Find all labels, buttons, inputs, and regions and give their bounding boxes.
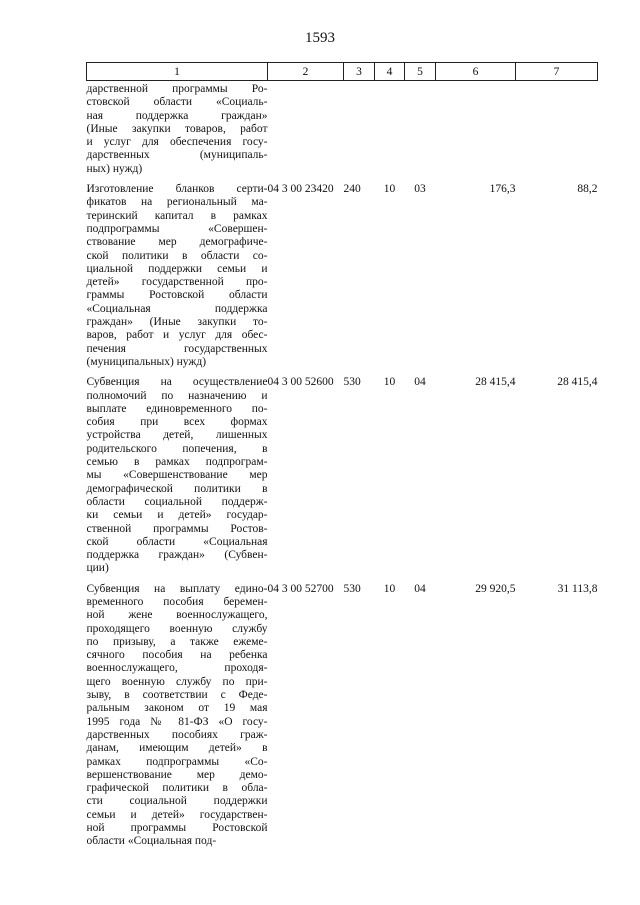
description-line: области социальной поддерж- bbox=[86, 495, 268, 508]
column-header: 2 bbox=[268, 63, 344, 81]
cell-description bbox=[87, 81, 268, 177]
description-line: мы «Совершенствование мер bbox=[86, 469, 268, 482]
description-line: щего военную службу по при- bbox=[86, 675, 268, 688]
cell-amount-2: 88,2 bbox=[577, 183, 598, 196]
table-row bbox=[87, 369, 598, 575]
cell-subsection: 04 bbox=[414, 376, 426, 389]
cell-amount-1: 28 415,4 bbox=[475, 376, 516, 389]
description-line: устройства детей, лишенных bbox=[86, 429, 268, 442]
cell-target-code: 04 3 00 23420 bbox=[267, 183, 334, 196]
cell-amount-1 bbox=[436, 81, 516, 177]
cell-section: 10 bbox=[383, 582, 396, 595]
cell-section: 10 bbox=[383, 376, 396, 389]
table-row bbox=[87, 576, 598, 849]
description-line: ной жене военнослужащего, bbox=[86, 609, 268, 622]
cell-section bbox=[375, 81, 405, 177]
cell-target-code bbox=[268, 81, 344, 177]
description-line: граммы Ростовской области bbox=[86, 289, 268, 302]
cell-subsection: 04 bbox=[414, 582, 426, 595]
description-line: циальной поддержки семьи и bbox=[86, 262, 268, 275]
table-row bbox=[87, 176, 598, 369]
page-number: 1593 bbox=[305, 30, 335, 46]
description-line: ственной программы Ростов- bbox=[86, 522, 268, 535]
column-header: 7 bbox=[516, 63, 598, 81]
description-line: зыву, в соответствии с Феде- bbox=[86, 689, 268, 702]
description-line: области «Социальная под- bbox=[86, 835, 217, 848]
description-line: (муниципальных) нужд) bbox=[86, 355, 207, 368]
description-line: фикатов на региональный ма- bbox=[86, 196, 268, 209]
cell-amount-1: 176,3 bbox=[489, 183, 516, 196]
description-line: дарственной программы Ро- bbox=[86, 83, 268, 95]
description-line: ных) нужд) bbox=[86, 162, 143, 175]
description-line: ской политики в области со- bbox=[86, 249, 268, 262]
description-line: Субвенция на осуществление bbox=[86, 376, 268, 389]
cell-subsection bbox=[405, 81, 436, 177]
description-line: печения государственных bbox=[86, 342, 268, 355]
cell-expense-type: 530 bbox=[343, 376, 361, 389]
description-line: графической политики в обла- bbox=[86, 782, 268, 795]
budget-table bbox=[86, 62, 598, 849]
cell-subsection: 03 bbox=[414, 183, 426, 196]
description-line: временного пособия беремен- bbox=[86, 595, 268, 608]
description-line: дарственных (муниципаль- bbox=[86, 149, 268, 162]
column-header: 4 bbox=[375, 63, 405, 81]
cell-target-code: 04 3 00 52600 bbox=[267, 376, 334, 389]
description-line: и услуг для обеспечения госу- bbox=[86, 136, 268, 149]
column-header: 5 bbox=[405, 63, 436, 81]
description-line: вершенствование мер демо- bbox=[86, 768, 268, 781]
description-line: собия при всех формах bbox=[86, 416, 268, 429]
description-line: ная поддержка граждан» bbox=[86, 109, 268, 122]
description-line: полномочий по назначению и bbox=[86, 389, 268, 402]
cell-amount-2: 31 113,8 bbox=[557, 582, 598, 595]
description-line: выплате единовременного по- bbox=[86, 402, 268, 415]
cell-section: 10 bbox=[383, 183, 396, 196]
description-line: варов, работ и услуг для обес- bbox=[86, 329, 268, 342]
description-line: данам, имеющим детей» в bbox=[86, 742, 268, 755]
cell-amount-2 bbox=[516, 81, 598, 177]
cell-expense-type: 240 bbox=[343, 183, 361, 196]
description-line: подпрограммы «Совершен- bbox=[86, 222, 268, 235]
cell-expense-type: 530 bbox=[343, 582, 361, 595]
column-header: 3 bbox=[344, 63, 375, 81]
description-line: ции) bbox=[86, 562, 109, 575]
description-line: родительского попечения, в bbox=[86, 442, 268, 455]
description-line: ской области «Социальная bbox=[86, 535, 268, 548]
description-line: (Иные закупки товаров, работ bbox=[86, 122, 268, 135]
description-line: детей» государственной про- bbox=[86, 276, 268, 289]
description-line: ральным законом от 19 мая bbox=[86, 702, 268, 715]
header-row bbox=[87, 63, 598, 81]
description-line: семью в рамках подпрограм- bbox=[86, 456, 268, 469]
cell-description bbox=[87, 176, 268, 369]
description-line: «Социальная поддержка bbox=[86, 302, 268, 315]
description-line: теринский капитал в рамках bbox=[86, 209, 268, 222]
description-line: семьи и детей» государствен- bbox=[86, 808, 268, 821]
description-line: ствование мер демографиче- bbox=[86, 236, 268, 249]
column-header: 6 bbox=[436, 63, 516, 81]
description-line: ной программы Ростовской bbox=[86, 822, 268, 835]
description-line: по призыву, а также ежеме- bbox=[86, 635, 268, 648]
description-line: ки семьи и детей» государ- bbox=[86, 509, 268, 522]
cell-amount-1: 29 920,5 bbox=[475, 582, 516, 595]
description-line: поддержка граждан» (Субвен- bbox=[86, 549, 268, 562]
cell-description bbox=[87, 369, 268, 575]
description-line: Субвенция на выплату едино- bbox=[86, 582, 268, 595]
cell-target-code: 04 3 00 52700 bbox=[267, 582, 334, 595]
description-line: Изготовление бланков серти- bbox=[86, 183, 268, 196]
description-line: сти социальной поддержки bbox=[86, 795, 268, 808]
description-line: сячного пособия на ребенка bbox=[86, 649, 268, 662]
table-row bbox=[87, 81, 598, 177]
cell-description bbox=[87, 576, 268, 849]
cell-expense-type bbox=[344, 81, 375, 177]
description-line: рамках подпрограммы «Со- bbox=[86, 755, 268, 768]
description-line: дарственных пособиях граж- bbox=[86, 728, 268, 741]
description-line: граждан» (Иные закупки то- bbox=[86, 316, 268, 329]
description-line: стовской области «Социаль- bbox=[86, 96, 268, 109]
description-line: 1995 года № 81-ФЗ «О госу- bbox=[86, 715, 268, 728]
description-line: военнослужащего, проходя- bbox=[86, 662, 268, 675]
description-line: демографической политики в bbox=[86, 482, 268, 495]
column-header: 1 bbox=[87, 63, 268, 81]
cell-amount-2: 28 415,4 bbox=[557, 376, 598, 389]
description-line: проходящего военную службу bbox=[86, 622, 268, 635]
